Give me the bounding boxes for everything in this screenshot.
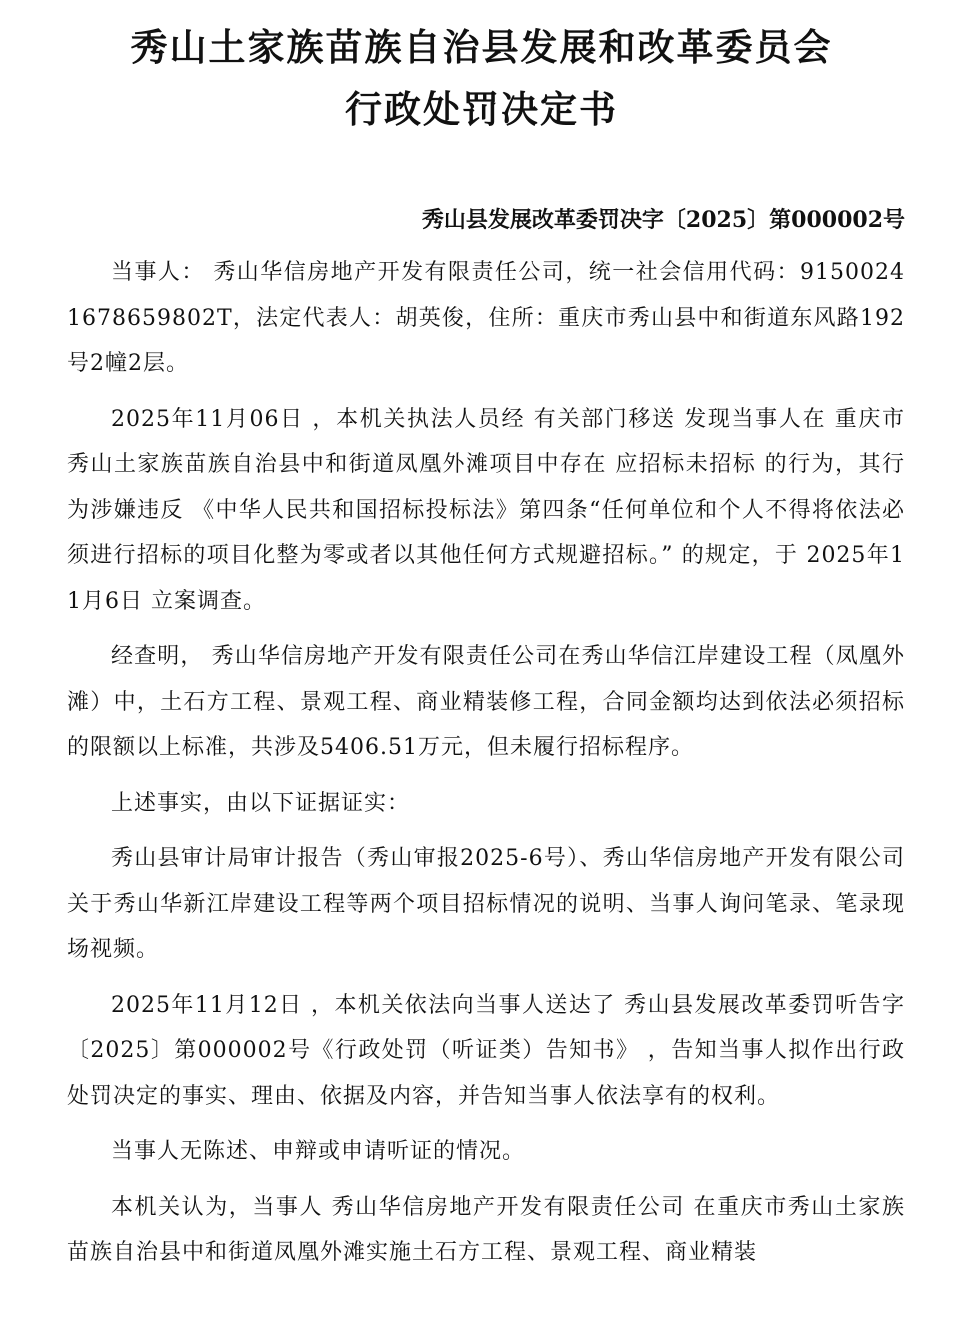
paragraph-no-statement: 当事人无陈述、申辩或申请听证的情况。 (111, 1139, 526, 1164)
paragraph-notification: 2025年11月12日 ，本机关依法向当事人送达了 秀山县发展改革委罚听告字〔2025〕第000002号《行政处罚（听证类）告知书》 ，告知当事人拟作出行政处罚决定的事实、理由、依据及内容，并告知当事人依法享有的权利。 (67, 992, 905, 1109)
paragraph-case-origin: 2025年11月06日 ，本机关执法人员经 有关部门移送 发现当事人在 重庆市秀山土家族苗族自治县中和街道凤凰外滩项目中存在 应招标未招标 的行为，其行为涉嫌违反 《中华人民共和国招标投标法》第四条“任何单位和个人不得将依法必须进行招标的项目化整为零或者以其他任何方式规避招标。” 的规定，于 2025年11月6日 立案调查。 (67, 406, 905, 614)
document-title-issuer: 秀山土家族苗族自治县发展和改革委员会 (130, 26, 833, 69)
document-number: 秀山县发展改革委罚决字〔2025〕第000002号 (421, 207, 905, 233)
document-body (67, 250, 905, 1286)
paragraph-conclusion: 本机关认为，当事人 秀山华信房地产开发有限责任公司 在重庆市秀山土家族苗族自治县中和街道凤凰外滩实施土石方工程、景观工程、商业精装 (67, 1194, 905, 1265)
document-title-type: 行政处罚决定书 (345, 88, 618, 131)
paragraph-findings: 经查明， 秀山华信房地产开发有限责任公司在秀山华信江岸建设工程（凤凰外滩）中，土石方工程、景观工程、商业精装修工程，合同金额均达到依法必须招标的限额以上标准，共涉及5406.51万元，但未履行招标程序。 (67, 644, 905, 760)
paragraph-evidence-intro: 上述事实，由以下证据证实： (111, 790, 411, 816)
paragraph-evidence-list: 秀山县审计局审计报告（秀山审报2025-6号）、秀山华信房地产开发有限公司关于秀山华新江岸建设工程等两个项目招标情况的说明、当事人询问笔录、笔录现场视频。 (67, 846, 905, 962)
paragraph-party-info: 当事人： 秀山华信房地产开发有限责任公司，统一社会信用代码：91500241678659802T，法定代表人：胡英俊，住所：重庆市秀山县中和街道东风路192号2幢2层。 (67, 260, 905, 376)
